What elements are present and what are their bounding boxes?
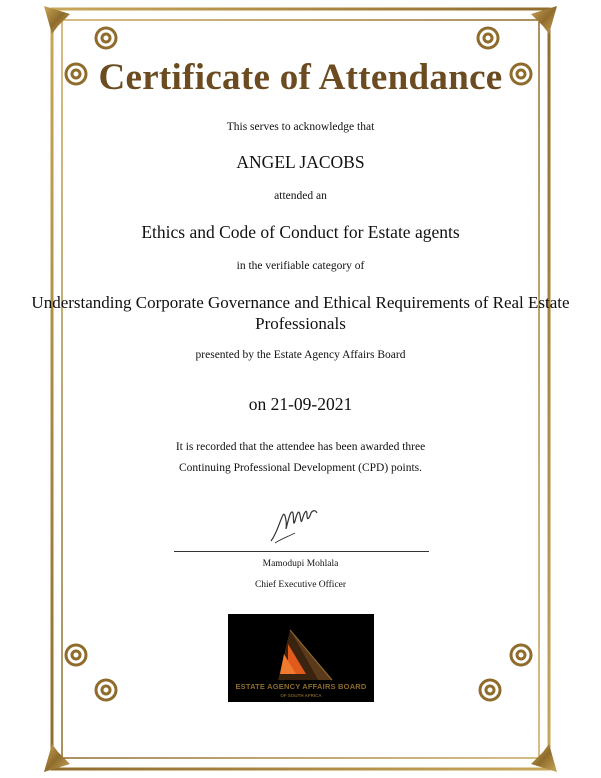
signatory-role: Chief Executive Officer xyxy=(254,580,347,590)
swirl-icon xyxy=(480,645,531,700)
cpd-line-1: It is recorded that the attendee has been awarded three xyxy=(175,441,426,453)
logo-text: ESTATE AGENCY AFFAIRS BOARD xyxy=(235,682,367,691)
attendee-name: ANGEL JACOBS xyxy=(236,152,365,172)
category-intro: in the verifiable category of xyxy=(236,260,365,272)
signatory-name: Mamodupi Mohlala xyxy=(262,559,339,569)
cpd-line-2: Continuing Professional Development (CPD) points. xyxy=(178,462,423,474)
category-line-1: Understanding Corporate Governance and Ethical Requirements of Real Estate xyxy=(31,293,570,312)
event-date: on 21-09-2021 xyxy=(248,394,353,414)
attended-text: attended an xyxy=(274,190,327,202)
intro-text: This serves to acknowledge that xyxy=(226,121,375,133)
swirl-icon xyxy=(66,645,116,700)
signature-line xyxy=(174,551,429,552)
handwritten-signature xyxy=(265,503,321,545)
logo-subtext: OF SOUTH AFRICA xyxy=(280,693,322,698)
category-line-2: Professionals xyxy=(255,314,346,333)
category-text xyxy=(0,292,601,334)
event-name: Ethics and Code of Conduct for Estate agents xyxy=(141,222,460,242)
presented-by: presented by the Estate Agency Affairs Board xyxy=(195,349,406,361)
eaab-logo xyxy=(228,614,374,702)
certificate-title: Certificate of Attendance xyxy=(98,57,503,98)
